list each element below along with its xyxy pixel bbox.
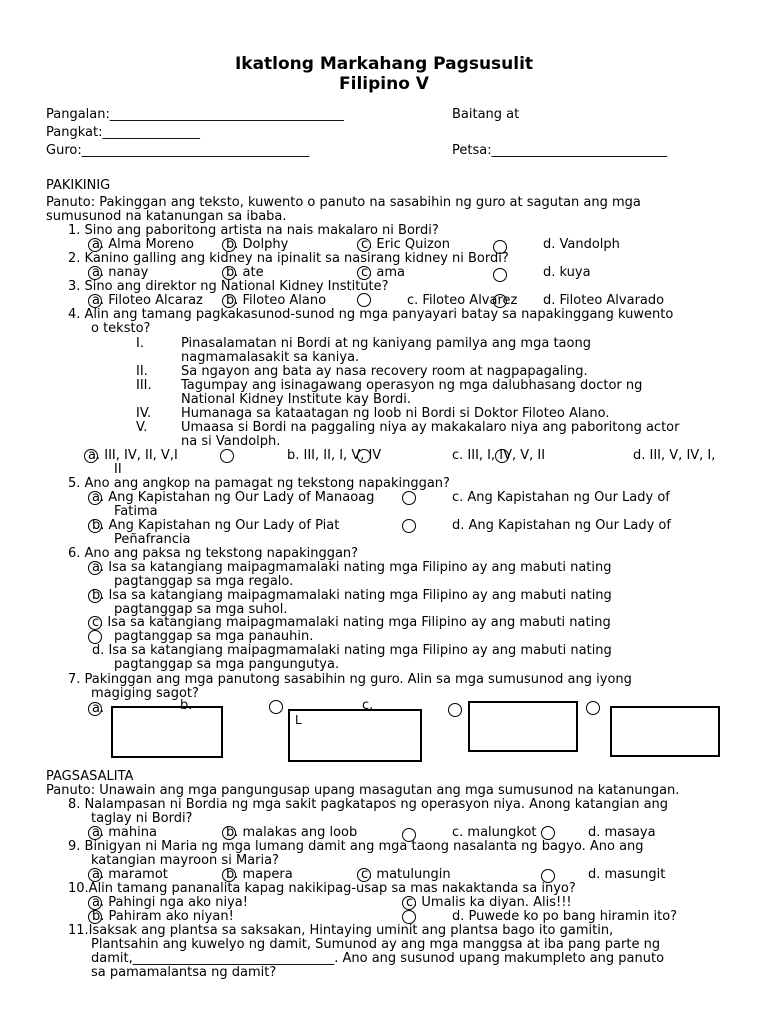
choice-label: b. III, II, I, V, IV [287, 448, 382, 463]
question-text: 10.Alin tamang pananalita kapag nakikipag-usap sa mas nakaktanda sa inyo? [68, 881, 576, 896]
choice-label: c. malungkot [452, 825, 537, 840]
choice-label: b. malakas ang loob [226, 825, 358, 840]
choice-label: Fatima [114, 504, 158, 519]
question-text: sa pamamalantsa ng damit? [91, 965, 277, 980]
choice-label: pagtanggap sa mga suhol. [114, 602, 288, 617]
choice-circle[interactable] [220, 449, 234, 463]
event-text: Sa ngayon ang bata ay nasa recovery room at nagpapagaling. [181, 364, 588, 379]
choice-circle[interactable] [88, 630, 102, 644]
event-text: nagmamalasakit sa kaniya. [181, 350, 360, 365]
section-heading-pagsasalita: PAGSASALITA [46, 769, 134, 784]
exam-title: Ikatlong Markahang Pagsusulit [234, 54, 534, 74]
choice-circle[interactable] [493, 294, 507, 308]
question-text: o teksto? [91, 321, 151, 336]
question-text: 1. Sino ang paboritong artista na nais makalaro ni Bordi? [68, 223, 439, 238]
section-heading-pakikinig: PAKIKINIG [46, 178, 111, 193]
field-guro: Guro:___________________________________ [46, 143, 310, 158]
choice-circle[interactable] [402, 910, 416, 924]
choice-label: b. Dolphy [226, 237, 289, 252]
choice-label: d. masaya [588, 825, 656, 840]
choice-label: c. [362, 698, 374, 713]
event-text: na si Vandolph. [181, 434, 281, 449]
field-petsa: Petsa:___________________________ [452, 143, 668, 158]
choice-label: a. III, IV, II, V,I [88, 448, 178, 463]
choice-circle[interactable] [448, 703, 462, 717]
question-text: magiging sagot? [91, 686, 199, 701]
choice-label: b. Filoteo Alano [226, 293, 327, 308]
event-text: Humanaga sa kataatagan ng loob ni Bordi si Doktor Filoteo Alano. [181, 406, 610, 421]
answer-box-a [111, 706, 223, 758]
choice-label: c. III, I, IV, V, II [452, 448, 546, 463]
question-text: 2. Kanino galling ang kidney na ipinalit sa nasirang kidney ni Bordi? [68, 251, 509, 266]
choice-label: a. Filoteo Alcaraz [92, 293, 203, 308]
choice-label: b. Ang Kapistahan ng Our Lady of Piat [92, 518, 340, 533]
roman-numeral: II. [136, 364, 148, 379]
question-text: katangian mayroon si Maria? [91, 853, 279, 868]
panuto-line: Panuto: Unawain ang mga pangungusap upang masagutan ang mga sumusunod na katanungan. [46, 783, 680, 798]
choice-circle[interactable] [541, 826, 555, 840]
choice-circle[interactable] [402, 491, 416, 505]
choice-label: d. Ang Kapistahan ng Our Lady of [452, 518, 671, 533]
choice-label: d. Vandolph [543, 237, 620, 252]
event-text: Tagumpay ang isinagawang operasyon ng mga dalubhasang doctor ng [181, 378, 643, 393]
choice-label: b. ate [226, 265, 264, 280]
roman-numeral: III. [136, 378, 152, 393]
field-pangkat: Pangkat:_______________ [46, 125, 200, 140]
roman-numeral: V. [136, 420, 148, 435]
question-text: 4. Alin ang tamang pagkakasunod-sunod ng mga panyayari batay sa napakinggang kuwento [68, 307, 674, 322]
question-text: 9. Binigyan ni Maria ng mga lumang damit ang mga taong nasalanta ng bagyo. Ano ang [68, 839, 644, 854]
event-text: National Kidney Institute kay Bordi. [181, 392, 411, 407]
choice-label: a. nanay [92, 265, 149, 280]
question-text: 8. Nalampasan ni Bordia ng mga sakit pagkatapos ng operasyon niya. Anong katangian ang [68, 797, 669, 812]
question-text: Plantsahin ang kuwelyo ng damit, Sumunod ay ang mga manggsa at iba pang parte ng [91, 937, 661, 952]
choice-label: c. Isa sa katangiang maipagmamalaki nating mga Filipino ay ang mabuti nating [92, 615, 611, 630]
choice-label: d. Puwede ko po bang hiramin ito? [452, 909, 678, 924]
choice-label: a. Isa sa katangiang maipagmamalaki nating mga Filipino ay ang mabuti nating [92, 560, 612, 575]
choice-circle[interactable] [493, 268, 507, 282]
choice-circle[interactable] [495, 449, 509, 463]
field-pangalan: Pangalan:____________________________________ [46, 107, 344, 122]
choice-label: a. Pahingi nga ako niya! [92, 895, 248, 910]
field-baitang: Baitang at [452, 107, 520, 122]
roman-numeral: IV. [136, 406, 152, 421]
question-text: 11.Isaksak ang plantsa sa saksakan, Hintaying uminit ang plantsa bago ito gamitin, [68, 923, 614, 938]
roman-numeral: I. [136, 336, 144, 351]
choice-label: c. Eric Quizon [361, 237, 450, 252]
choice-label: b. Isa sa katangiang maipagmamalaki nating mga Filipino ay ang mabuti nating [92, 588, 612, 603]
question-text: 6. Ano ang paksa ng tekstong napakinggan? [68, 546, 359, 561]
choice-label: a. Alma Moreno [92, 237, 194, 252]
answer-box-c [468, 701, 578, 752]
choice-label: c. Umalis ka diyan. Alis!!! [406, 895, 572, 910]
box-label: L [295, 713, 302, 727]
choice-label: a. maramot [92, 867, 168, 882]
choice-label: pagtanggap sa mga regalo. [114, 574, 294, 589]
panuto-line: Panuto: Pakinggan ang teksto, kuwento o panuto na sasabihin ng guro at sagutan ang mga [46, 195, 641, 210]
question-text: 7. Pakinggan ang mga panutong sasabihin ng guro. Alin sa mga sumusunod ang iyong [68, 672, 632, 687]
exam-subtitle: Filipino V [339, 74, 429, 94]
question-text: 3. Sino ang direktor ng National Kidney Institute? [68, 279, 389, 294]
choice-label: d. kuya [543, 265, 591, 280]
choice-label: d. Isa sa katangiang maipagmamalaki nating mga Filipino ay ang mabuti nating [92, 643, 612, 658]
choice-label: d. masungit [588, 867, 666, 882]
event-text: Pinasalamatan ni Bordi at ng kaniyang pamilya ang mga taong [181, 336, 591, 351]
question-text: taglay ni Bordi? [91, 811, 193, 826]
panuto-line: sumusunod na katanungan sa ibaba. [46, 209, 287, 224]
choice-label: b. [180, 698, 193, 713]
choice-label: c. matulungin [361, 867, 451, 882]
question-text: 5. Ano ang angkop na pamagat ng tekstong napakinggan? [68, 476, 450, 491]
choice-label: a. Ang Kapistahan ng Our Lady of Manaoag [92, 490, 375, 505]
choice-circle[interactable] [586, 701, 600, 715]
choice-label: c. ama [361, 265, 406, 280]
choice-label: c. Ang Kapistahan ng Our Lady of [452, 490, 670, 505]
choice-label: d. Filoteo Alvarado [543, 293, 665, 308]
choice-label: Peñafrancia [114, 532, 191, 547]
choice-label: pagtanggap sa mga panauhin. [114, 629, 314, 644]
choice-label: c. Filoteo Alvarez [407, 293, 518, 308]
choice-label: d. III, V, IV, I, [633, 448, 716, 463]
choice-label: b. mapera [226, 867, 293, 882]
choice-circle[interactable] [269, 700, 283, 714]
choice-label: b. Pahiram ako niyan! [92, 909, 234, 924]
event-text: Umaasa si Bordi na paggaling niya ay makakalaro niya ang paboritong actor [181, 420, 680, 435]
choice-label: a. mahina [92, 825, 157, 840]
choice-circle[interactable] [402, 519, 416, 533]
choice-label: pagtanggap sa mga pangungutya. [114, 657, 340, 672]
choice-circle[interactable] [357, 293, 371, 307]
answer-box-d [610, 706, 720, 757]
answer-box-b [288, 709, 422, 762]
choice-label: II [114, 462, 122, 477]
choice-label: a. [92, 701, 105, 716]
choice-circle[interactable] [357, 449, 371, 463]
question-text: damit,_______________________________. Ano ang susunod upang makumpleto ang panuto [91, 951, 665, 966]
